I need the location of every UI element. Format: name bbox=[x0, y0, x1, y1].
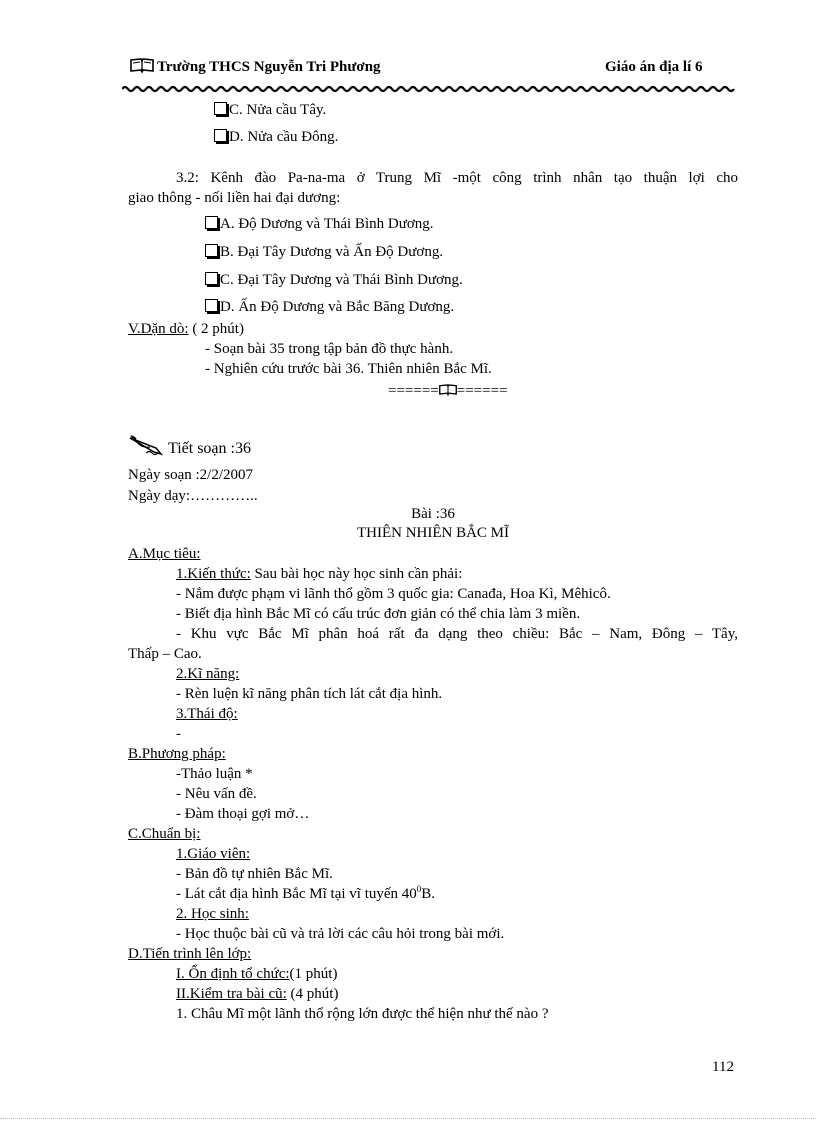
methods-heading: B.Phương pháp: bbox=[128, 746, 226, 762]
knowledge-item: - Nắm được phạm vi lãnh thổ gồm 3 quốc gia: Canađa, Hoa Kì, Mêhicô. bbox=[176, 586, 611, 602]
book-icon bbox=[130, 57, 154, 78]
checkbox-icon bbox=[205, 244, 218, 257]
skills-heading: 2.Kĩ năng: bbox=[176, 666, 240, 682]
checkbox-icon bbox=[205, 299, 218, 312]
question-3-2-line2: giao thông - nối liền hai đại dương: bbox=[128, 190, 341, 206]
knowledge-item: - Biết địa hình Bắc Mĩ có cấu trúc đơn giản có thể chia làm 3 miền. bbox=[176, 606, 581, 622]
homework-item: - Nghiên cứu trước bài 36. Thiên nhiên Bắc Mĩ. bbox=[205, 361, 492, 377]
lesson-title: THIÊN NHIÊN BẮC MĨ bbox=[356, 525, 510, 541]
attitude-heading: 3.Thái độ: bbox=[176, 706, 238, 722]
method-item: - Đàm thoại gợi mở… bbox=[176, 806, 310, 822]
header-divider bbox=[122, 84, 740, 93]
lesson-number: Bài :36 bbox=[411, 506, 455, 522]
page-number: 112 bbox=[712, 1059, 734, 1075]
student-heading: 2. Học sinh: bbox=[176, 906, 249, 922]
pen-writing-icon bbox=[128, 434, 168, 461]
method-item: - Nêu vấn đề. bbox=[176, 786, 257, 802]
page-bottom-border bbox=[0, 1118, 816, 1120]
knowledge-item: - Khu vực Bắc Mĩ phân hoá rất đa dạng theo chiều: Bắc – Nam, Đông – Tây, bbox=[176, 626, 738, 642]
knowledge-heading: 1.Kiến thức: Sau bài học này học sinh cần phải: bbox=[176, 566, 463, 582]
prep-date: Ngày soạn :2/2/2007 bbox=[128, 467, 253, 483]
teacher-item: - Lát cắt địa hình Bắc Mĩ tại vĩ tuyến $40^0B$. bbox=[176, 884, 436, 902]
objectives-heading: A.Mục tiêu: bbox=[128, 546, 201, 562]
method-item: -Thảo luận * bbox=[176, 766, 253, 782]
quiz-option-c: C. Nửa cầu Tây. bbox=[214, 101, 326, 119]
review-question: 1. Châu Mĩ một lãnh thổ rộng lớn được thể hiện như thế nào ? bbox=[176, 1006, 549, 1022]
process-step-2: II.Kiểm tra bài cũ: (4 phút) bbox=[176, 986, 339, 1002]
quiz-option-d: D. Nửa cầu Đông. bbox=[214, 128, 338, 146]
section-separator: ====== ====== bbox=[388, 383, 508, 399]
lesson-period: Tiết soạn :36 bbox=[128, 434, 251, 461]
header-school: Trường THCS Nguyễn Tri Phương bbox=[130, 57, 381, 78]
checkbox-icon bbox=[214, 129, 227, 142]
quiz-option: B. Đại Tây Dương và Ấn Độ Dương. bbox=[205, 243, 443, 261]
checkbox-icon bbox=[205, 216, 218, 229]
quiz-option: A. Độ Dương và Thái Bình Dương. bbox=[205, 215, 434, 233]
teacher-item: - Bản đồ tự nhiên Bắc Mĩ. bbox=[176, 866, 333, 882]
question-3-2-line1: 3.2: Kênh đào Pa-na-ma ở Trung Mĩ -một công trình nhân tạo thuận lợi cho bbox=[176, 170, 738, 186]
checkbox-icon bbox=[214, 102, 227, 115]
header-subject: Giáo án địa lí 6 bbox=[605, 59, 703, 75]
quiz-option: C. Đại Tây Dương và Thái Bình Dương. bbox=[205, 271, 463, 289]
attitude-item: - bbox=[176, 726, 181, 742]
homework-item: - Soạn bài 35 trong tập bản đồ thực hành. bbox=[205, 341, 454, 357]
checkbox-icon bbox=[205, 272, 218, 285]
skills-item: - Rèn luện kĩ năng phân tích lát cắt địa hình. bbox=[176, 686, 443, 702]
process-heading: D.Tiến trình lên lớp: bbox=[128, 946, 252, 962]
student-item: - Học thuộc bài cũ và trả lời các câu hỏi trong bài mới. bbox=[176, 926, 505, 942]
book-icon bbox=[439, 383, 457, 401]
quiz-option: D. Ấn Độ Dương và Bắc Băng Dương. bbox=[205, 298, 454, 316]
process-step-1: I. Ổn định tổ chức:(1 phút) bbox=[176, 966, 338, 982]
prep-heading: C.Chuẩn bị: bbox=[128, 826, 201, 842]
teach-date: Ngày dạy:………….. bbox=[128, 488, 258, 504]
knowledge-item-cont: Thấp – Cao. bbox=[128, 646, 202, 662]
homework-heading: V.Dặn dò: ( 2 phút) bbox=[128, 321, 244, 337]
teacher-heading: 1.Giáo viên: bbox=[176, 846, 251, 862]
